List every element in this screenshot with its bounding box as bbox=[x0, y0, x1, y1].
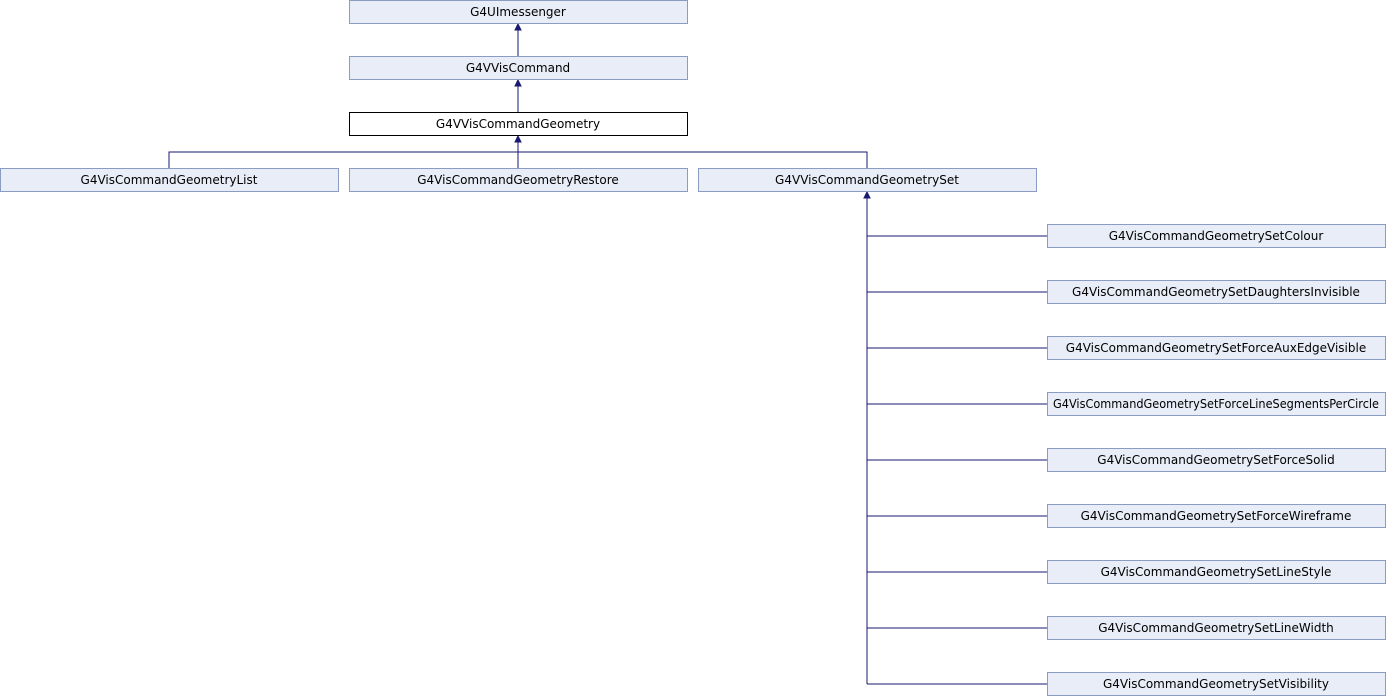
node-label: G4VisCommandGeometrySetLineWidth bbox=[1098, 621, 1334, 635]
node-box[interactable] bbox=[1048, 337, 1386, 360]
node-box-current bbox=[350, 113, 688, 136]
node-label: G4VisCommandGeometryList bbox=[80, 173, 258, 187]
node-label: G4VisCommandGeometrySetForceAuxEdgeVisible bbox=[1065, 341, 1367, 355]
node-label: G4VisCommandGeometrySetVisibility bbox=[1103, 677, 1329, 691]
node-box[interactable] bbox=[1, 169, 339, 192]
node-box[interactable] bbox=[1048, 281, 1386, 304]
node-box[interactable] bbox=[1048, 617, 1386, 640]
node-setvisibility[interactable] bbox=[1048, 673, 1386, 696]
node-label: G4UImessenger bbox=[470, 5, 566, 19]
node-setforcesolid[interactable] bbox=[1048, 449, 1386, 472]
node-label: G4VisCommandGeometrySetForceSolid bbox=[1097, 453, 1335, 467]
node-g4vviscommand[interactable] bbox=[350, 57, 688, 80]
node-label: G4VisCommandGeometrySetColour bbox=[1108, 229, 1324, 243]
node-g4viscommandgeometrylist[interactable] bbox=[1, 169, 339, 192]
arrowhead-viscommandgeometry bbox=[515, 136, 521, 142]
node-label: G4VisCommandGeometrySetForceWireframe bbox=[1080, 509, 1352, 523]
node-setlinewidth[interactable] bbox=[1048, 617, 1386, 640]
node-setforcewireframe[interactable] bbox=[1048, 505, 1386, 528]
node-g4uimessenger[interactable] bbox=[350, 1, 688, 24]
node-box[interactable] bbox=[350, 57, 688, 80]
node-setforceauxedgevisible[interactable] bbox=[1048, 337, 1386, 360]
node-box[interactable] bbox=[1048, 505, 1386, 528]
node-label: G4VisCommandGeometryRestore bbox=[417, 173, 619, 187]
node-box[interactable] bbox=[1048, 561, 1386, 584]
node-box[interactable] bbox=[1048, 449, 1386, 472]
node-g4viscommandgeometryrestore[interactable] bbox=[350, 169, 688, 192]
node-label: G4VVisCommandGeometrySet bbox=[775, 173, 959, 187]
node-box[interactable] bbox=[699, 169, 1037, 192]
node-label: G4VisCommandGeometrySetLineStyle bbox=[1100, 565, 1332, 579]
node-box[interactable] bbox=[1048, 393, 1386, 416]
arrowhead-viscommand bbox=[515, 80, 521, 86]
arrowhead-uimessenger bbox=[515, 24, 521, 30]
node-g4vviscommandgeometry bbox=[350, 113, 688, 136]
node-box[interactable] bbox=[1048, 225, 1386, 248]
node-label: G4VisCommandGeometrySetForceLineSegmentsPerCircle bbox=[1053, 397, 1379, 411]
node-setcolour[interactable] bbox=[1048, 225, 1386, 248]
node-label: G4VVisCommandGeometry bbox=[435, 117, 601, 131]
arrowhead-geometryset bbox=[864, 192, 870, 198]
node-box[interactable] bbox=[1048, 673, 1386, 696]
node-g4vviscommandgeometryset[interactable] bbox=[699, 169, 1037, 192]
node-setlinestyle[interactable] bbox=[1048, 561, 1386, 584]
node-label: G4VisCommandGeometrySetDaughtersInvisible bbox=[1072, 285, 1360, 299]
node-setdaughtersinvisible[interactable] bbox=[1048, 281, 1386, 304]
node-label: G4VVisCommand bbox=[465, 61, 571, 75]
node-box[interactable] bbox=[350, 1, 688, 24]
node-box[interactable] bbox=[350, 169, 688, 192]
node-setforcelinesegmentspercircle[interactable] bbox=[1048, 393, 1386, 416]
